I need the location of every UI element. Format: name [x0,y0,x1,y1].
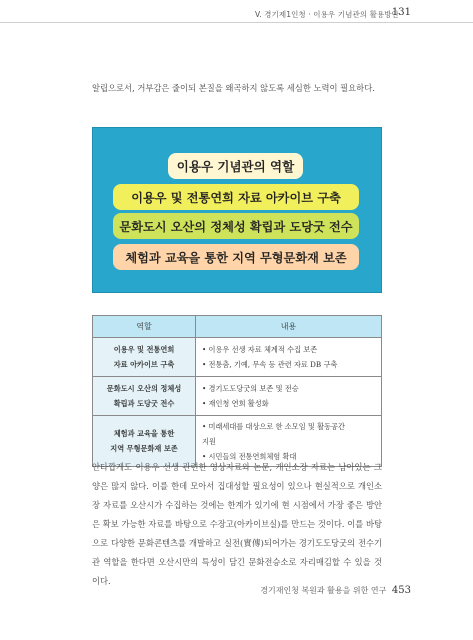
content-line: • 시민들의 전통연희체험 확대 [202,451,297,461]
role-line: 확립과 도당굿 전수 [113,399,175,408]
content-line: 지원 [202,436,216,446]
body-paragraph: 안타깝게도 이용우 선생 관련한 영상자료와 논문, 개인소장 자료는 남아있는 그 양은 많지 않다. 이를 한데 모아서 집대성할 필요성이 있으나 현실적으로 개인소장 자료를 오산시가 수집하는 것에는 한계가 있기에 현 시점에서 가장 좋은 방안은 확보 가능한 자료를 바탕으로 수장고(아카이브실)를 만드는 것이다. 이를 바탕으로 다양한 문화콘텐츠를 개발하고 실전(實傳)되어가는 경기도도당굿의 전수기관 역할을 한다면 오산시만의 특성이 담긴 문화전승소로 자리매김할 수 있을 것이다. [92,462,382,586]
footer-page-number: 453 [391,585,411,596]
intro-paragraph: 알립으로서, 거부감은 줄이되 본질을 왜곡하지 않도록 세심한 노력이 필요하다. [92,83,375,93]
diagram-role-2: 문화도시 오산의 정체성 확립과 도당굿 전수 [113,213,359,239]
table-header-row [93,316,382,338]
table-header-content: 내용 [196,316,382,338]
diagram-role-1: 이용우 및 전통연희 자료 아카이브 구축 [113,184,359,210]
roles-table [92,315,382,467]
header-page-number: 131 [391,7,411,18]
table-content-cell [196,338,382,377]
diagram-title: 이용우 기념관의 역할 [168,153,303,179]
table-role-cell [93,377,196,416]
role-line: 체험과 교육을 통한 [113,429,175,438]
table-row [93,377,382,416]
table-role-cell [93,338,196,377]
content-line: • 전통춤, 기예, 무속 등 관련 자료 DB 구축 [202,360,338,369]
role-line: 지역 무형문화재 보존 [110,444,178,453]
running-footer [260,585,411,596]
content-line: • 미래세대를 대상으로 한 소모임 및 활동공간 [202,421,345,431]
table-header-role: 역할 [93,316,196,338]
role-line: 자료 아카이브 구축 [113,360,175,369]
roles-diagram [92,127,382,293]
role-line: 이용우 및 전통연희 [113,345,175,354]
content-line: • 경기도도당굿의 보존 및 전승 [202,384,299,393]
footer-title: 경기재인청 복원과 활용을 위한 연구 [260,586,387,595]
role-line: 문화도시 오산의 정체성 [106,384,182,393]
content-line: • 재인청 연희 활성화 [202,399,269,408]
table-content-cell [196,377,382,416]
table-row [93,338,382,377]
header-rule [0,22,473,23]
running-header: V. 경기제1인청 · 이용우 기념관의 활용방안 [254,10,399,19]
content-line: • 이용우 선생 자료 체계적 수집 보존 [202,345,318,354]
diagram-role-3: 체험과 교육을 통한 지역 무형문화재 보존 [113,244,359,270]
